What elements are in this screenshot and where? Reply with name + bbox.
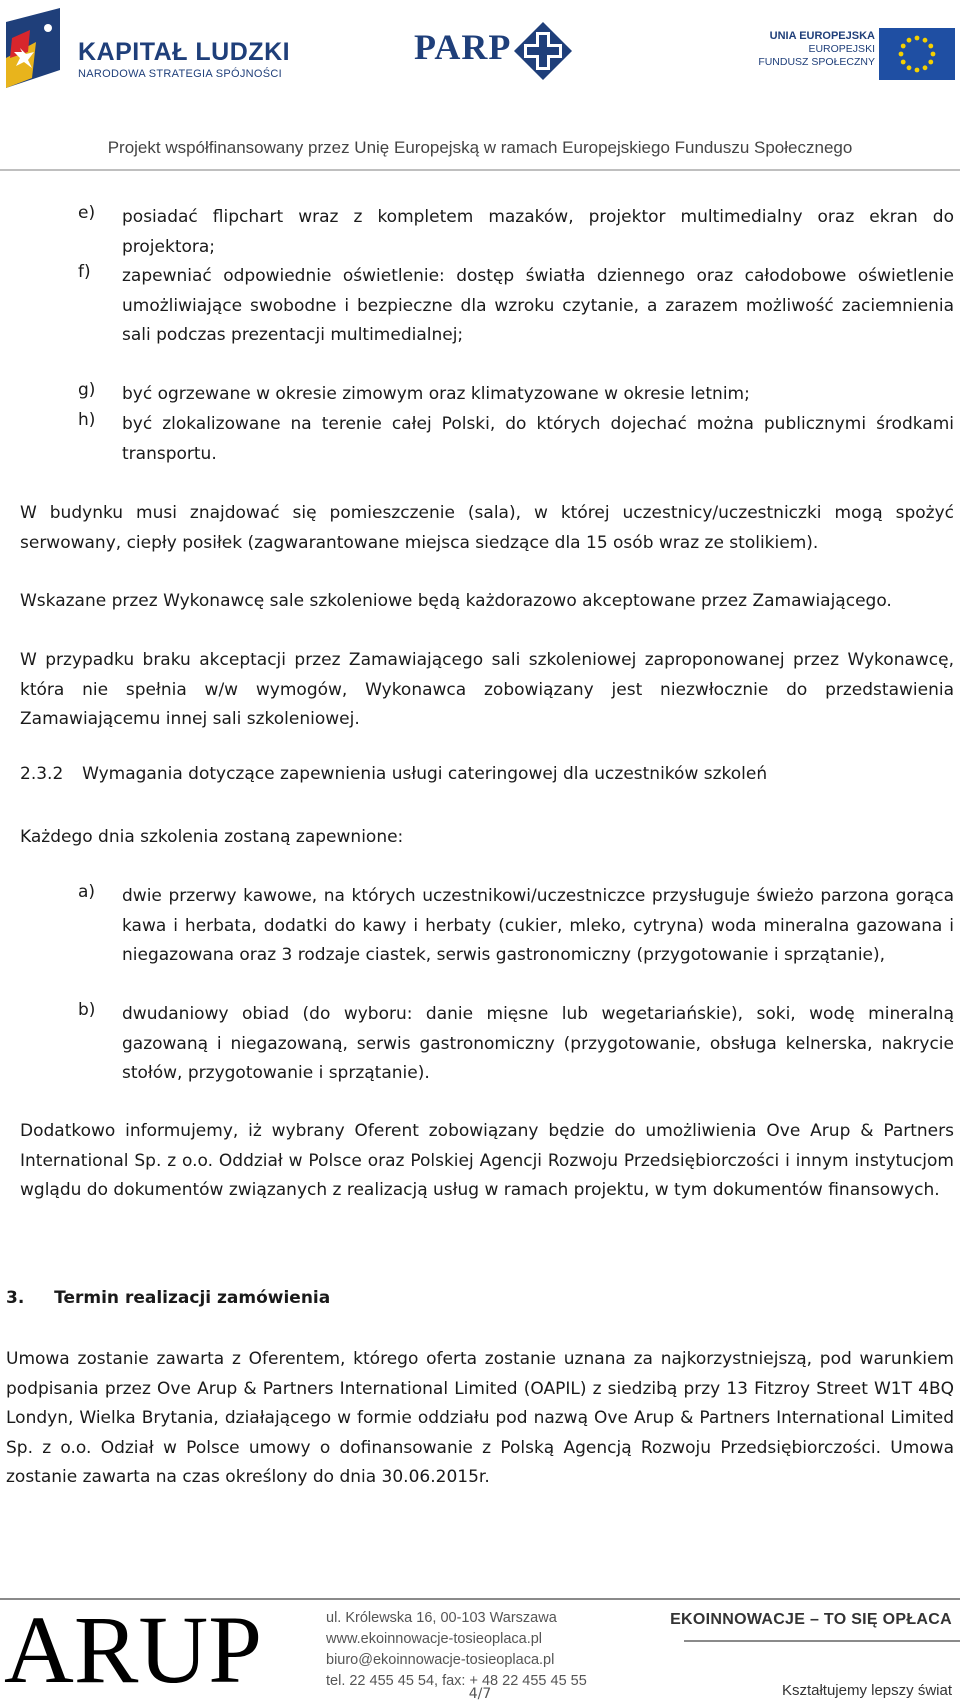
list-item-text: być zlokalizowane na terenie całej Polski, do których dojechać można publicznymi środkami transportu.: [122, 414, 954, 464]
parp-logo: [414, 22, 574, 82]
kapital-ludzki-subtitle: NARODOWA STRATEGIA SPÓJNOŚCI: [78, 68, 282, 80]
contact-website[interactable]: www.ekoinnowacje-tosieoplaca.pl: [326, 1631, 543, 1647]
eu-line-3: FUNDUSZ SPOŁECZNY: [758, 56, 875, 68]
paragraph-wskazane: Wskazane przez Wykonawcę sale szkoleniowe będą każdorazowo akceptowane przez Zamawiającego.: [20, 591, 892, 611]
list-item-text: dwie przerwy kawowe, na których uczestnikowi/uczestniczce przysługuje świeżo parzona gorąca kawa i herbata, dodatki do kawy i herbaty (cukier, mleko, cytryna) woda mineralna gazowana i niegazowana oraz 3 rodzaje ciastek, serwis gastronomiczny (przygotowanie i sprzątanie),: [122, 886, 954, 965]
paragraph-umowa: Umowa zostanie zawarta z Oferentem, którego oferta zostanie uznana za najkorzystniejszą, pod warunkiem podpisania przez Ove Arup & Partners International Limited (OAPIL) z siedzibą przy 13 Fitzroy Street W1T 4BQ Londyn, Wielka Brytania, działającego w formie oddziału pod nazwą Ove Arup & Partners International Limited Sp. z o.o. Odział w Polsce umowy o dofinansowanie z Polską Agencją Rozwoju Przedsiębiorczości. Umowa zostanie zawarta na czas określony do dnia 30.06.2015r.: [6, 1349, 954, 1487]
contact-phone: tel. 22 455 45 54, fax: + 48 22 455 45 55: [326, 1673, 587, 1689]
list-item-a: [78, 882, 954, 971]
section-title: Wymagania dotyczące zapewnienia usługi cateringowej dla uczestników szkoleń: [82, 764, 768, 784]
section-heading-232: [20, 764, 767, 784]
section-number: 2.3.2: [20, 764, 64, 784]
eu-logo: [750, 28, 955, 84]
list-marker: a): [78, 882, 96, 902]
eko-title: EKOINNOWACJE – TO SIĘ OPŁACA: [670, 1611, 952, 1628]
list-item-text: zapewniać odpowiednie oświetlenie: dostęp światła dziennego oraz całodobowe oświetlenie umożliwiające swobodne i bezpieczne dla wzroku czytanie, a zarazem możliwość zaciemnienia sali podczas prezentacji multimedialnej;: [122, 266, 954, 345]
arup-logo: [4, 1608, 266, 1688]
list-item-f: [78, 262, 954, 351]
contact-address: ul. Królewska 16, 00-103 Warszawa: [326, 1610, 557, 1626]
list-marker: g): [78, 380, 96, 400]
page-header: [0, 0, 960, 170]
header-divider: [0, 169, 960, 171]
paragraph-sala: W budynku musi znajdować się pomieszczenie (sala), w której uczestnicy/uczestniczki mogą spożyć serwowany, ciepły posiłek (zagwarantowane miejsca siedzące dla 15 osób wraz ze stolikiem).: [20, 503, 954, 553]
kapital-ludzki-logo: [6, 8, 306, 90]
footer-divider: [0, 1598, 960, 1600]
list-marker: f): [78, 262, 91, 282]
paragraph-akceptacja: W przypadku braku akceptacji przez Zamawiającego sali szkoleniowej zaproponowanej przez Wykonawcę, która nie spełnia w/w wymogów, Wykonawca zobowiązany jest niezwłocznie do przedstawienia Zamawiającemu innej sali szkoleniowej.: [20, 650, 954, 729]
footer-contact: [326, 1608, 587, 1692]
eu-line-1: UNIA EUROPEJSKA: [769, 30, 875, 42]
list-item-g: [78, 380, 954, 410]
list-item-b: [78, 1000, 954, 1089]
kapital-ludzki-title: KAPITAŁ LUDZKI: [78, 38, 291, 66]
parp-name: PARP: [414, 27, 512, 67]
page-number: 4/7: [468, 1686, 492, 1702]
eko-subtitle: Kształtujemy lepszy świat: [781, 1682, 952, 1699]
list-item-h: [78, 410, 954, 469]
contact-email[interactable]: biuro@ekoinnowacje-tosieoplaca.pl: [326, 1652, 555, 1668]
list-item-e: [78, 203, 954, 262]
list-marker: h): [78, 410, 96, 430]
eko-divider: [684, 1640, 960, 1642]
kapital-ludzki-flag-icon: [6, 8, 60, 88]
eu-line-2: EUROPEJSKI: [808, 43, 875, 55]
list-item-text: dwudaniowy obiad (do wyboru: danie mięsne lub wegetariańskie), soki, wodę mineralną gazowaną i niegazowaną, serwis gastronomiczny (przygotowanie, obsługa kelnerska, nakrycie stołów, przygotowanie i sprzątanie).: [122, 1004, 954, 1083]
list-marker: b): [78, 1000, 96, 1020]
list-item-text: posiadać flipchart wraz z kompletem mazaków, projektor multimedialny oraz ekran do projektora;: [122, 207, 954, 257]
list-item-text: być ogrzewane w okresie zimowym oraz klimatyzowane w okresie letnim;: [122, 384, 750, 404]
intro-text: Każdego dnia szkolenia zostaną zapewnione:: [20, 827, 404, 847]
list-marker: e): [78, 203, 96, 223]
section-title: Termin realizacji zamówienia: [54, 1288, 331, 1308]
arup-wordmark: ARUP: [4, 1608, 262, 1688]
paragraph-dodatkowo: Dodatkowo informujemy, iż wybrany Oferent zobowiązany będzie do umożliwienia Ove Arup & Partners International Sp. z o.o. Oddział w Polsce oraz Polskiej Agencji Rozwoju Przedsiębiorczości i innym instytucjom wglądu do dokumentów związanych z realizacją usług w ramach projektu, w tym dokumentów finansowych.: [20, 1121, 954, 1200]
section-number: 3.: [6, 1288, 25, 1308]
section-heading-3: [6, 1288, 330, 1308]
header-tagline: Projekt współfinansowany przez Unię Europejską w ramach Europejskiego Funduszu Społecznego: [107, 138, 853, 157]
eu-flag-icon: [879, 28, 955, 80]
parp-diamond-icon: [514, 22, 572, 80]
